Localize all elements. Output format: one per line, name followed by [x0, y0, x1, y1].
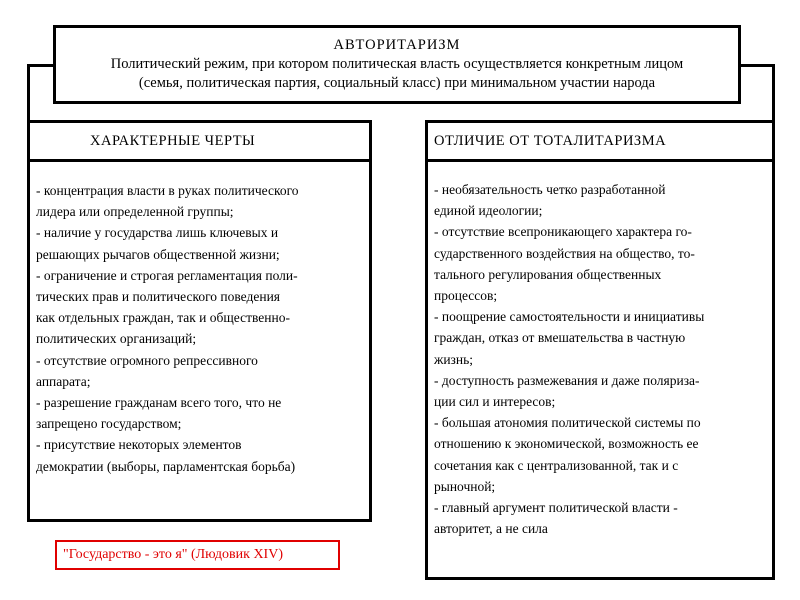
- list-item: как отдельных граждан, так и общественно-: [36, 310, 290, 326]
- list-item: - поощрение самостоятельности и инициативы: [434, 309, 705, 325]
- definition-box: [53, 25, 741, 104]
- features-header: ХАРАКТЕРНЫЕ ЧЕРТЫ: [90, 133, 256, 149]
- list-item: - концентрация власти в руках политического: [36, 183, 299, 198]
- definition-title: АВТОРИТАРИЗМ: [333, 37, 461, 53]
- list-item: политических организаций;: [36, 331, 197, 347]
- list-item: авторитет, а не сила: [434, 521, 548, 537]
- list-item: - разрешение гражданам всего того, что не: [36, 395, 282, 411]
- list-item: сочетания как с централизованной, так и с: [434, 457, 679, 473]
- list-item: единой идеологии;: [434, 203, 543, 219]
- list-item: - отсутствие огромного репрессивного: [36, 352, 258, 368]
- list-item: тального регулирования общественных: [434, 266, 662, 282]
- list-item: - необязательность четко разработанной: [434, 182, 666, 197]
- list-item: рыночной;: [434, 478, 496, 494]
- definition-line-2: (семья, политическая партия, социальный класс) при минимальном участии народа: [138, 75, 656, 91]
- quote-box: "Государство - это я" (Людовик XIV): [55, 540, 340, 570]
- features-header-box: [27, 120, 372, 162]
- list-item: отношению к экономической, возможность ее: [434, 436, 699, 452]
- differences-header: ОТЛИЧИЕ ОТ ТОТАЛИТАРИЗМА: [434, 133, 667, 149]
- differences-header-box: [425, 120, 775, 162]
- connector-right-vertical: [772, 64, 775, 122]
- list-item: решающих рычагов общественной жизни;: [36, 246, 280, 262]
- list-item: - присутствие некоторых элементов: [36, 437, 242, 453]
- list-item: граждан, отказ от вмешательства в частную: [434, 330, 686, 346]
- list-item: - большая атономия политической системы по: [434, 415, 701, 431]
- list-item: запрещено государством;: [36, 416, 182, 432]
- list-item: ции сил и интересов;: [434, 394, 556, 410]
- list-item: - главный аргумент политической власти -: [434, 500, 678, 516]
- list-item: - отсутствие всепроникающего характера го-: [434, 224, 692, 240]
- connector-left-vertical: [27, 64, 30, 122]
- features-list: [27, 159, 372, 522]
- list-item: лидера или определенной группы;: [36, 204, 234, 220]
- list-item: тических прав и политического поведения: [36, 289, 281, 305]
- differences-list: [425, 159, 775, 580]
- list-item: - наличие у государства лишь ключевых и: [36, 225, 279, 241]
- list-item: аппарата;: [36, 373, 91, 389]
- list-item: - доступность размежевания и даже поляриза-: [434, 372, 700, 388]
- list-item: жизнь;: [434, 351, 474, 367]
- list-item: сударственного воздействия на общество, то-: [434, 245, 695, 261]
- connector-right-horizontal: [739, 64, 775, 67]
- list-item: - ограничение и строгая регламентация поли-: [36, 267, 298, 283]
- definition-line-1: Политический режим, при котором политическая власть осуществляется конкретным лицом: [110, 56, 684, 72]
- connector-left-horizontal: [27, 64, 55, 67]
- list-item: демократии (выборы, парламентская борьба): [36, 458, 296, 474]
- list-item: процессов;: [434, 288, 498, 304]
